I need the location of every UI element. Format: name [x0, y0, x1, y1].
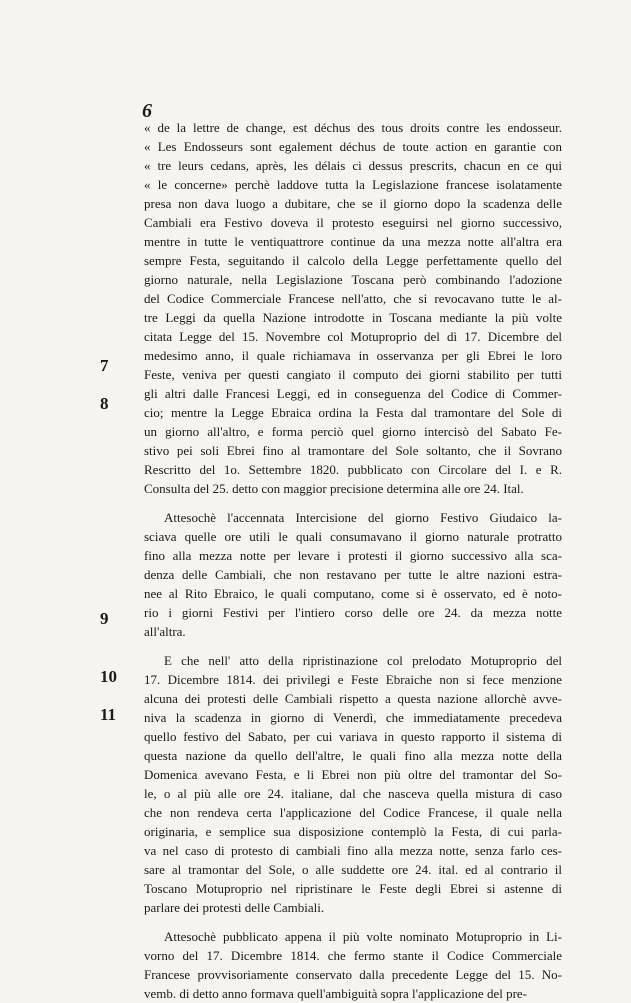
- text-line: va nel caso di protesto di cambiali fino alla mezza notte, senza farlo ces-: [144, 843, 562, 858]
- text-line: giorno naturale, nella Legislazione Toscana però combinando l'adozione: [144, 272, 562, 287]
- text-line: Cambiali era Festivo doveva il protesto eseguirsi nel giorno successivo,: [144, 215, 562, 230]
- text-line: che non rendeva certa l'applicazione del Codice Francese, il quale nella: [144, 805, 562, 820]
- text-line: niva la scadenza in giorno di Venerdì, che immediatamente precedeva: [144, 710, 562, 725]
- text-line: alcuna dei protesti delle Cambiali rispetto a questa nazione allorchè avve-: [144, 691, 562, 706]
- margin-note-number: 9: [100, 609, 109, 628]
- text-line: vorno del 17. Dicembre 1814. che fermo stante il Codice Commerciale: [144, 948, 562, 963]
- text-line: all'altra.: [144, 624, 186, 639]
- paragraph-gap: [144, 917, 562, 927]
- margin-note-number: 10: [100, 667, 117, 686]
- text-line: presa non dava luogo a dubitare, che se il giorno dopo la scadenza delle: [144, 196, 562, 211]
- text-line: tre Leggi da quella Nazione introdotte in Toscana mediante la più volte: [144, 310, 562, 325]
- margin-note-number: 11: [100, 705, 117, 724]
- text-line: E che nell' atto della ripristinazione col prelodato Motuproprio del: [164, 653, 562, 668]
- text-line: cio; mentre la Legge Ebraica ordina la Festa dal tramontare del Sole di: [144, 405, 562, 420]
- paragraph-gap: [144, 498, 562, 508]
- text-line: Attesochè l'accennata Intercisione del giorno Festivo Giudaico la-: [164, 510, 562, 525]
- text-line: « Les Endosseurs sont egalement déchus de toute action en garantie con: [144, 139, 562, 154]
- text-line: « le concerne» perchè laddove tutta la Legislazione francese isolatamente: [144, 177, 562, 192]
- text-line: un giorno all'altro, e forma perciò quel giorno intercisò del Sabato Fe-: [144, 424, 562, 439]
- body-text: [144, 118, 562, 1003]
- text-line: mentre in tutte le ventiquattrore continue da una mezza notte all'altra era: [144, 234, 562, 249]
- text-line: denza delle Cambiali, che non restavano per tutte le altre nazioni estra-: [144, 567, 562, 582]
- text-line: medesimo anno, il quale richiamava in osservanza per gli Ebrei le loro: [144, 348, 562, 363]
- text-line: « tre leurs cedans, après, les délais ci dessus prescrits, chacun en ce qui: [144, 158, 562, 173]
- text-line: Domenica avevano Festa, e li Ebrei non più oltre del tramontar del So-: [144, 767, 562, 782]
- text-line: Francese provvisoriamente conservato dalla precedente Legge del 15. No-: [144, 967, 562, 982]
- text-line: questa nazione da quello dell'altre, le quali fino alla mezza notte della: [144, 748, 562, 763]
- text-line: parlare dei protesti delle Cambiali.: [144, 900, 325, 915]
- text-line: del Codice Commerciale Francese nell'atto, che si revocavano tutte le al-: [144, 291, 562, 306]
- text-line: citata Legge del 15. Novembre col Motuproprio del dì 17. Dicembre del: [144, 329, 562, 344]
- text-line: rio i giorni Festivi per l'intiero corso delle ore 24. da mezza notte: [144, 605, 562, 620]
- text-line: nee al Rito Ebraico, le quali computano, come si è osservato, ed è noto-: [144, 586, 562, 601]
- text-line: Toscano Motuproprio nel ripristinare le Feste degli Ebrei si astenne di: [144, 881, 562, 896]
- text-line: sempre Festa, seguitando il calcolo della Legge perfettamente quello del: [144, 253, 562, 268]
- text-line: Consulta del 25. detto con maggior precisione determina alle ore 24. Ital.: [144, 481, 524, 496]
- paragraph-gap: [144, 641, 562, 651]
- text-line: « de la lettre de change, est déchus des tous droits contre les endosseur.: [144, 120, 562, 135]
- text-line: Attesochè pubblicato appena il più volte nominato Motuproprio in Li-: [164, 929, 562, 944]
- text-line: sciava quelle ore utili le quali consumavano il giorno naturale protratto: [144, 529, 562, 544]
- margin-note-number: 7: [100, 356, 109, 375]
- text-line: fino alla mezza notte per levare i protesti il giorno successivo alla sca-: [144, 548, 562, 563]
- text-line: vemb. di detto anno formava quell'ambiguità sopra l'applicazione del pre-: [144, 986, 527, 1001]
- text-line: le, o al più alle ore 24. italiane, dal che nasceva quella mistura di caso: [144, 786, 562, 801]
- page-number: 6: [142, 100, 152, 122]
- text-line: Feste, veniva per questi cangiato il computo dei giorni stabilito per tutti: [144, 367, 562, 382]
- text-line: gli altri dalle Francesi Leggi, ed in conseguenza del Codice di Commer-: [144, 386, 562, 401]
- text-line: 17. Dicembre 1814. dei privilegi e Feste Ebraiche non si fece menzione: [144, 672, 562, 687]
- text-line: quello festivo del Sabato, per cui variava in questo rapporto il sistema di: [144, 729, 562, 744]
- margin-note-number: 8: [100, 394, 109, 413]
- text-line: stivo pei soli Ebrei fino al tramontare del Sole soltanto, che il Sovrano: [144, 443, 562, 458]
- text-line: sare al tramontar del Sole, o alle suddette ore 24. ital. ed al contrario il: [144, 862, 562, 877]
- text-line: Rescritto del 1o. Settembre 1820. pubblicato con Circolare del I. e R.: [144, 462, 562, 477]
- text-line: originaria, e semplice sua disposizione contemplò la Festa, di cui parla-: [144, 824, 562, 839]
